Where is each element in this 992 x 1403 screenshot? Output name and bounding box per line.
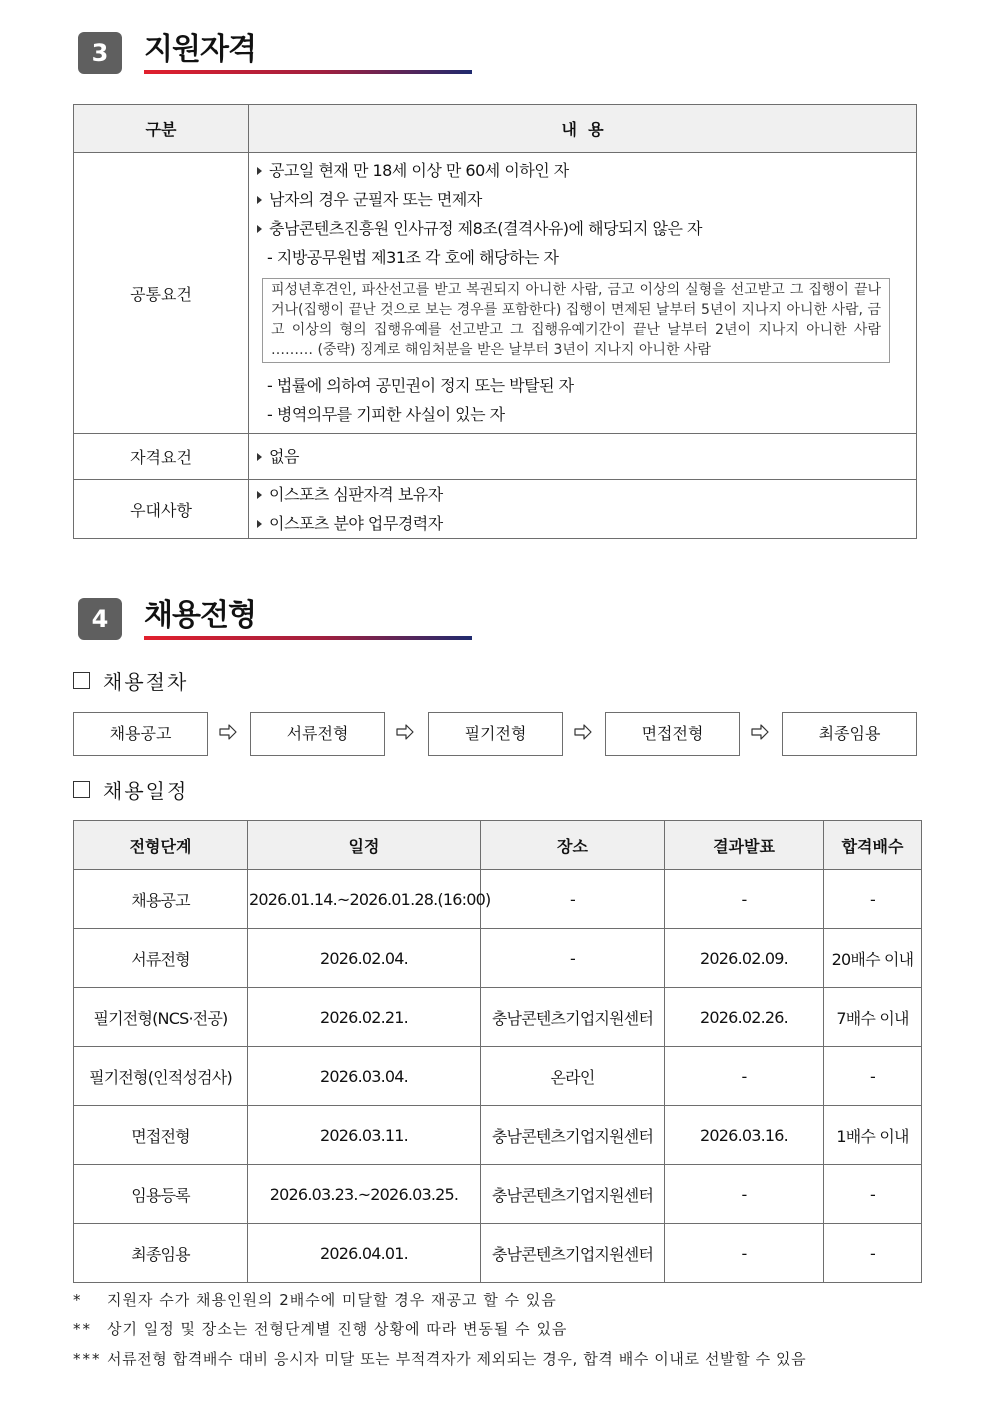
table-cell: 서류전형: [74, 929, 248, 988]
table-cell: 2026.03.16.: [665, 1106, 824, 1165]
procedure-label: 채용절차: [103, 670, 189, 694]
table-cell: 채용공고: [74, 870, 248, 929]
right-arrow-icon: [395, 722, 415, 742]
footnote-mark: **: [73, 1320, 92, 1338]
title-underline: [144, 70, 472, 74]
schedule-table: [73, 820, 922, 1283]
right-arrow-icon: [573, 722, 593, 742]
table-cell: 충남콘텐츠기업지원센터: [481, 1224, 665, 1283]
column-header: 결과발표: [665, 821, 824, 870]
table-cell: -: [665, 870, 824, 929]
right-arrow-icon: [750, 722, 770, 742]
table-cell: 온라인: [481, 1047, 665, 1106]
table-cell: 충남콘텐츠기업지원센터: [481, 1165, 665, 1224]
row-preference: [74, 480, 917, 539]
table-row: [74, 929, 922, 988]
content-cell: [249, 153, 917, 434]
table-row: [74, 870, 922, 929]
footnote: [73, 1318, 567, 1339]
footnote: [73, 1289, 557, 1310]
column-header: 전형단계: [74, 821, 248, 870]
table-cell: 면접전형: [74, 1106, 248, 1165]
table-cell: 임용등록: [74, 1165, 248, 1224]
table-cell: 7배수 이내: [824, 988, 922, 1047]
table-cell: 2026.02.09.: [665, 929, 824, 988]
section-title: 지원자격: [144, 32, 256, 67]
column-header: 장소: [481, 821, 665, 870]
sub-item: - 지방공무원법 제31조 각 호에 해당하는 자: [267, 248, 559, 267]
schedule-label: 채용일정: [103, 779, 189, 803]
table-cell: -: [481, 929, 665, 988]
table-cell: 2026.03.11.: [248, 1106, 481, 1165]
table-cell: -: [665, 1224, 824, 1283]
table-row: [74, 1165, 922, 1224]
category-cell: 자격요건: [74, 434, 249, 480]
table-cell: 2026.03.23.~2026.03.25.: [248, 1165, 481, 1224]
table-cell: -: [824, 870, 922, 929]
table-cell: 2026.02.26.: [665, 988, 824, 1047]
table-row: [74, 1224, 922, 1283]
table-cell: -: [665, 1165, 824, 1224]
table-cell: -: [824, 1224, 922, 1283]
table-cell: -: [665, 1047, 824, 1106]
table-cell: -: [824, 1165, 922, 1224]
row-qualification: [74, 434, 917, 480]
right-arrow-icon: [218, 722, 238, 742]
list-item: 없음: [255, 442, 910, 471]
content-cell: [249, 480, 917, 539]
step-box: 필기전형: [428, 712, 563, 756]
footnote-text: 지원자 수가 채용인원의 2배수에 미달할 경우 재공고 할 수 있음: [107, 1291, 557, 1309]
table-cell: 최종임용: [74, 1224, 248, 1283]
checkbox-icon: [73, 781, 90, 798]
table-cell: 필기전형(NCS·전공): [74, 988, 248, 1047]
step-box: 서류전형: [250, 712, 385, 756]
footnote-mark: ***: [73, 1350, 102, 1368]
table-cell: 충남콘텐츠기업지원센터: [481, 1106, 665, 1165]
list-item: 남자의 경우 군필자 또는 면제자: [255, 185, 910, 214]
footnote-text: 상기 일정 및 장소는 전형단계별 진행 상황에 따라 변동될 수 있음: [107, 1320, 568, 1338]
table-row: [74, 988, 922, 1047]
list-item: 공고일 현재 만 18세 이상 만 60세 이하인 자: [255, 156, 910, 185]
header-content: 내 용: [249, 105, 917, 153]
footnote-mark: *: [73, 1291, 83, 1309]
table-row: [74, 1106, 922, 1165]
footnote-text: 서류전형 합격배수 대비 응시자 미달 또는 부적격자가 제외되는 경우, 합격 배수 이내로 선발할 수 있음: [107, 1350, 807, 1368]
sub-item: - 법률에 의하여 공민권이 정지 또는 박탈된 자: [267, 376, 574, 395]
table-header-row: [74, 105, 917, 153]
header-category: 구분: [74, 105, 249, 153]
table-cell: 2026.01.14.~2026.01.28.(16:00): [248, 870, 481, 929]
column-header: 합격배수: [824, 821, 922, 870]
table-cell: -: [481, 870, 665, 929]
step-box: 최종임용: [782, 712, 917, 756]
list-item: 이스포츠 심판자격 보유자: [255, 480, 910, 509]
content-cell: [249, 434, 917, 480]
table-cell: 2026.04.01.: [248, 1224, 481, 1283]
step-box: 채용공고: [73, 712, 208, 756]
section-title: 채용전형: [144, 598, 256, 633]
row-common-requirements: [74, 153, 917, 434]
table-cell: 2026.03.04.: [248, 1047, 481, 1106]
category-cell: 공통요건: [74, 153, 249, 434]
table-row: [74, 1047, 922, 1106]
table-cell: -: [824, 1047, 922, 1106]
title-underline: [144, 636, 472, 640]
sub-item: - 병역의무를 기피한 사실이 있는 자: [267, 405, 505, 424]
checkbox-icon: [73, 672, 90, 689]
table-cell: 20배수 이내: [824, 929, 922, 988]
list-item: 충남콘텐츠진흥원 인사규정 제8조(결격사유)에 해당되지 않은 자: [255, 214, 910, 243]
column-header: 일정: [248, 821, 481, 870]
footnote: [73, 1348, 806, 1369]
table-cell: 1배수 이내: [824, 1106, 922, 1165]
section-number-badge: 4: [78, 598, 122, 640]
law-quote-box: 피성년후견인, 파산선고를 받고 복권되지 아니한 사람, 금고 이상의 실형을 선고받고 그 집행이 끝나거나(집행이 끝난 것으로 보는 경우를 포함한다) 집행이 면제된 날부터 5년이 지나지 아니한 사람, 금고 이상의 형의 집행유예를 선고받고 그 집행유예기간이 끝난 날부터 2년이 지나지 아니한 사람 ……… (중략) 징계로 해임처분을 받은 날부터 3년이 지나지 아니한 사람: [262, 278, 890, 363]
table-cell: 충남콘텐츠기업지원센터: [481, 988, 665, 1047]
table-cell: 2026.02.04.: [248, 929, 481, 988]
section-number-badge: 3: [78, 32, 122, 74]
list-item: 이스포츠 분야 업무경력자: [255, 509, 910, 538]
category-cell: 우대사항: [74, 480, 249, 539]
table-header-row: [74, 821, 922, 870]
qualification-table: [73, 104, 917, 539]
step-box: 면접전형: [605, 712, 740, 756]
table-cell: 필기전형(인적성검사): [74, 1047, 248, 1106]
table-cell: 2026.02.21.: [248, 988, 481, 1047]
